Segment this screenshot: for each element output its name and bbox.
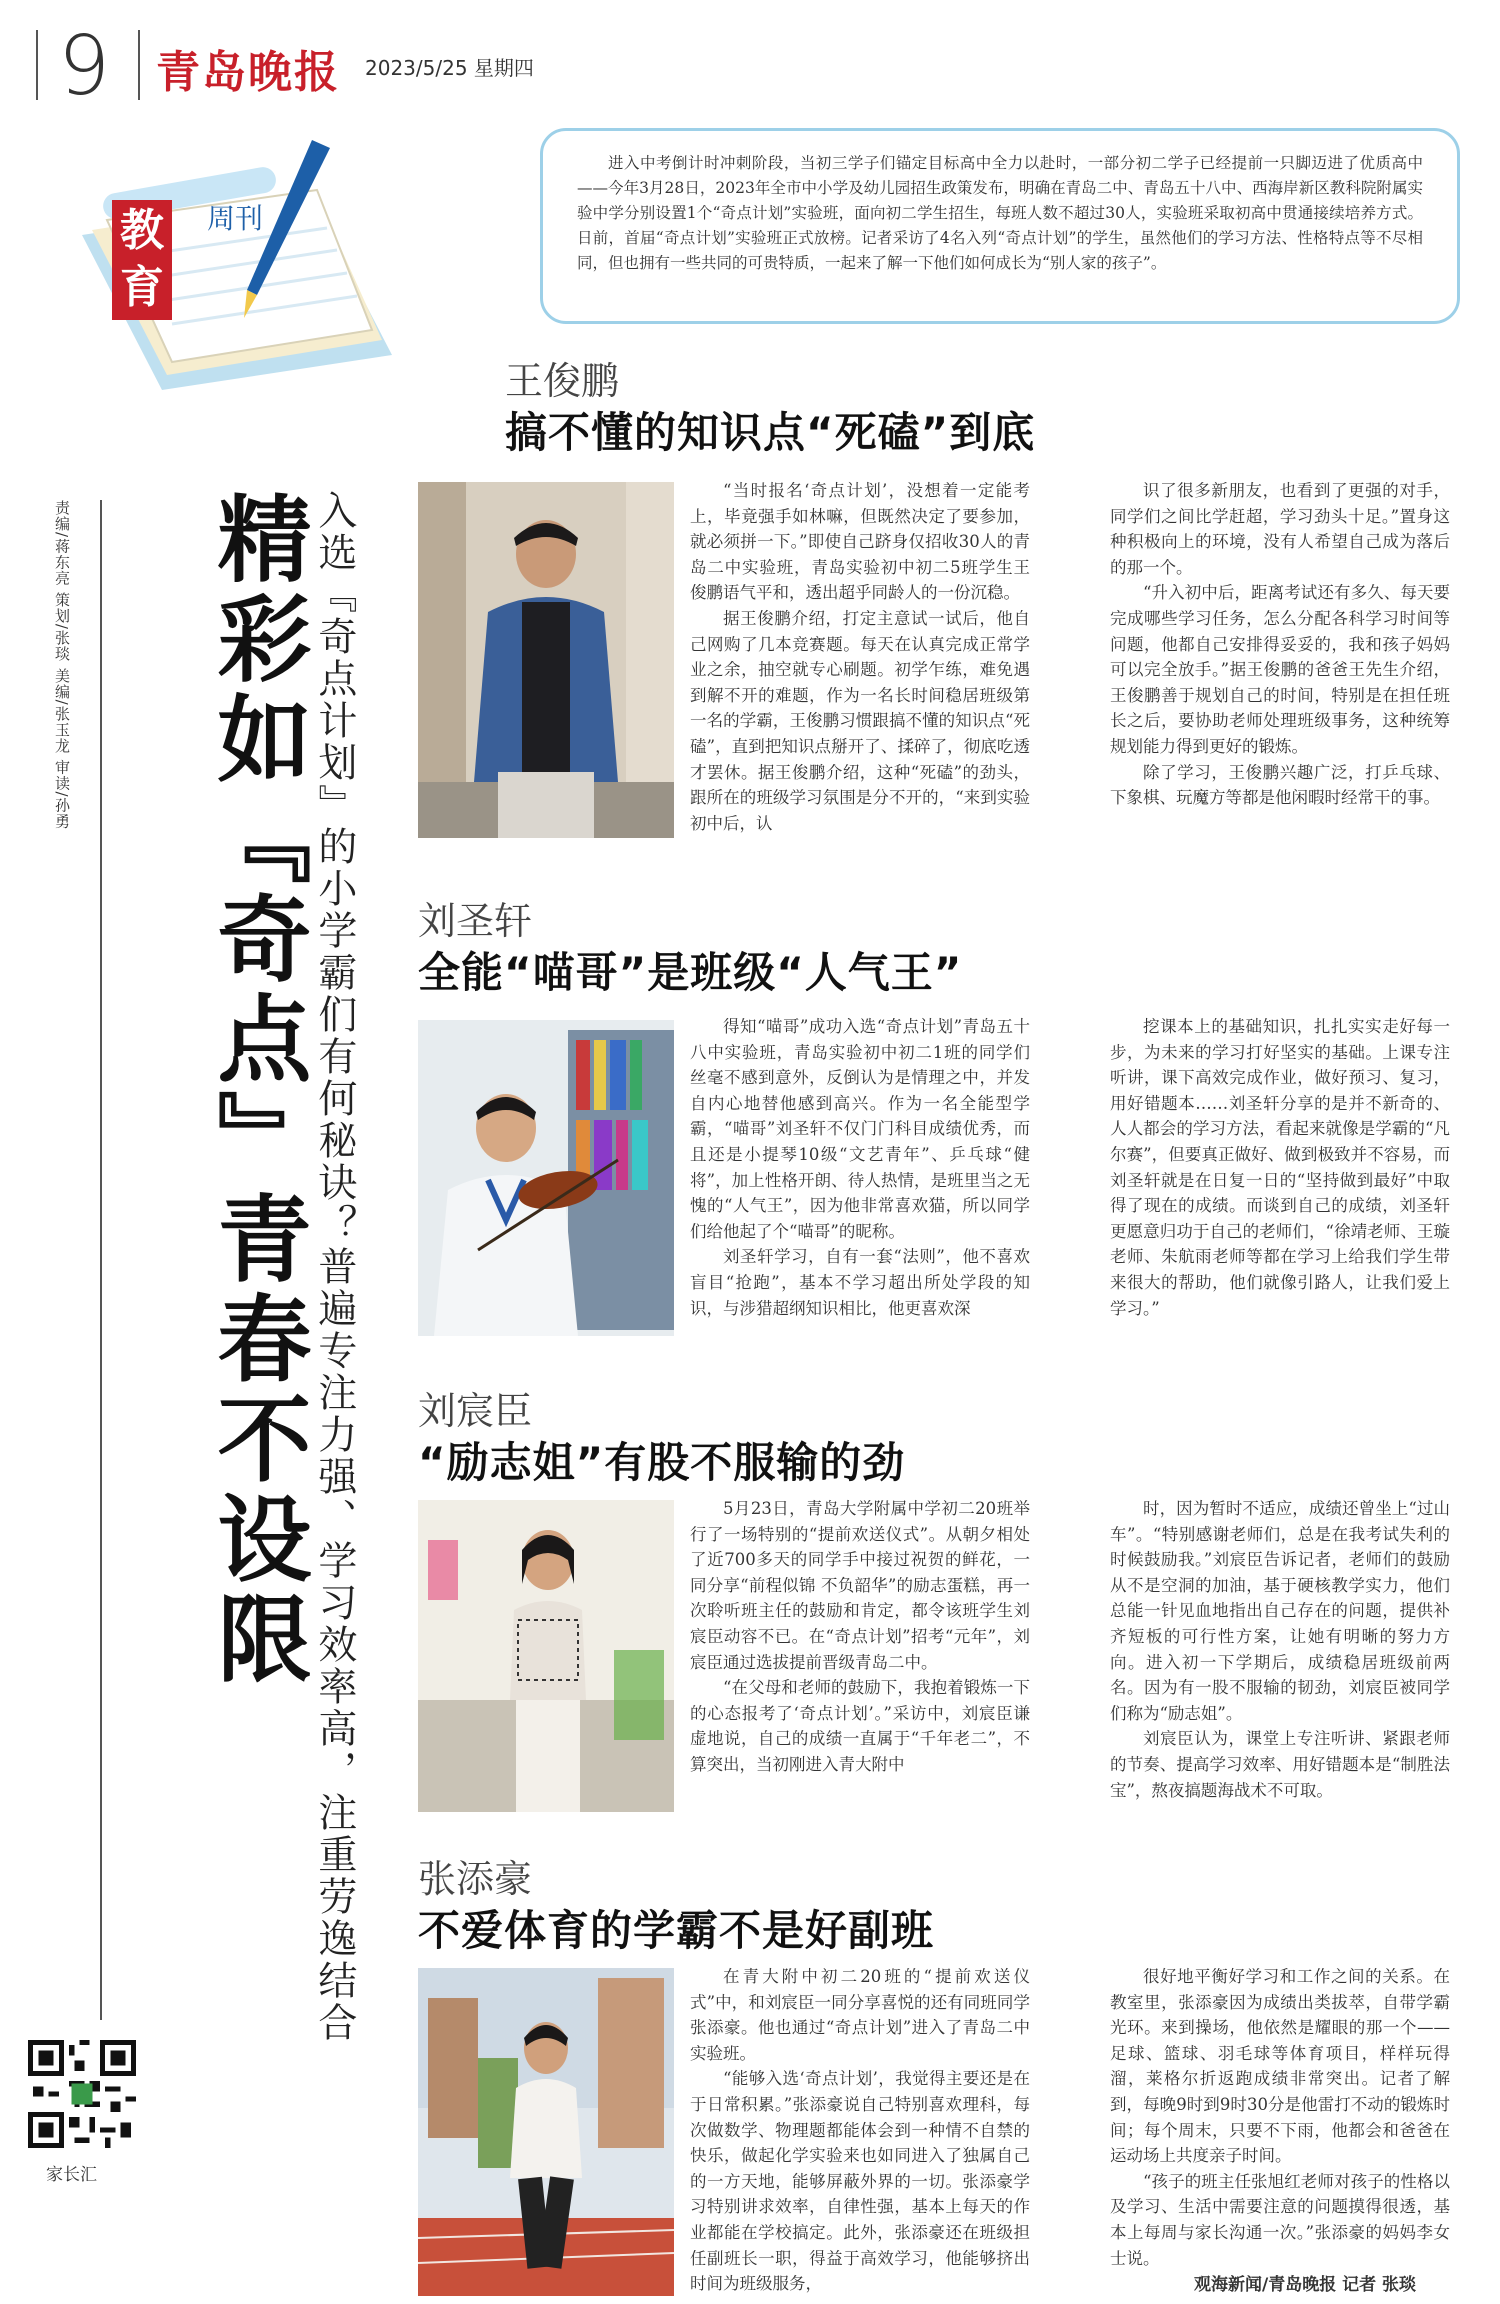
section-1-photo [418, 482, 674, 838]
section-1-headline: 搞不懂的知识点“死磕”到底 [505, 408, 1036, 457]
qr-code-icon [28, 2040, 136, 2148]
section-4-headline: 不爱体育的学霸不是好副班 [418, 1906, 935, 1955]
education-weekly-logo [62, 140, 462, 410]
paragraph: 识了很多新朋友，也看到了更强的对手，同学们之间比学赶超，学习劲头十足。”置身这种积极向上的环境，没有人希望自己成为落后的那一个。 [1110, 481, 1450, 577]
paragraph: 除了学习，王俊鹏兴趣广泛，打乒乓球、下象棋、玩魔方等都是他闲暇时经常干的事。 [1110, 762, 1450, 808]
paragraph: 挖课本上的基础知识，扎扎实实走好每一步，为未来的学习打好坚实的基础。上课专注听讲，课下高效完成作业，做好预习、复习，用好错题本……刘圣轩分享的是并不新奇的、人人都会的学习方法，看起来就像是学霸的“凡尔赛”，但要真正做好、做到极致并不容易，而刘圣轩就是在日复一日的“坚持做到最好”中取得了现在的成绩。而谈到自己的成绩，刘圣轩更愿意归功于自己的老师们，“徐靖老师、王璇老师、朱航雨老师等都在学习上给我们学生带来很大的帮助，他们就像引路人，让我们爱上学习。” [1110, 1017, 1450, 1318]
section-1-column-2 [1110, 478, 1450, 811]
section-3-photo [418, 1500, 674, 1812]
section-1-name: 王俊鹏 [505, 359, 620, 403]
newspaper-name: 青岛晚报 [156, 47, 340, 98]
side-rule [100, 500, 102, 2020]
section-2-column-1 [690, 1014, 1030, 1321]
section-1-column-1 [690, 478, 1030, 836]
paragraph: “在父母和老师的鼓励下，我抱着锻炼一下的心态报考了‘奇点计划’。”采访中，刘宸臣谦虚地说，自己的成绩一直属于“千年老二”，不算突出，当初刚进入青大附中 [690, 1678, 1030, 1774]
editor-credits: 责编/蒋东亮 策划/张琰 美编/张玉龙 审读/孙勇 [53, 500, 71, 830]
logo-char-1: 教 [120, 205, 164, 256]
qr-code[interactable] [28, 2040, 136, 2148]
intro-box: 进入中考倒计时冲刺阶段，当初三学子们锚定目标高中全力以赴时，一部分初二学子已经提前一只脚迈进了优质高中——今年3月28日，2023年全市中小学及幼儿园招生政策发布，明确在青岛二中、青岛五十八中、西海岸新区教科院附属实验中学分别设置1个“奇点计划”实验班，面向初二学生招生，每班人数不超过30人，实验班采取初高中贯通接续培养方式。日前，首届“奇点计划”实验班正式放榜。记者采访了4名入列“奇点计划”的学生，虽然他们的学习方法、性格特点等不尽相同，但也拥有一些共同的可贵特质，一起来了解一下他们如何成长为“别人家的孩子”。 [540, 128, 1460, 324]
section-4-photo [418, 1968, 674, 2296]
paragraph: “能够入选‘奇点计划’，我觉得主要还是在于日常积累。”张添豪说自己特别喜欢理科，每次做数学、物理题都能体会到一种情不自禁的快乐，做起化学实验来也如同进入了独属自己的一方天地，能够屏蔽外界的一切。张添豪学习特别讲求效率，自律性强，基本上每天的作业都能在学校搞定。此外，张添豪还在班级担任副班长一职，得益于高效学习，他能够挤出时间为班级服务， [690, 2069, 1030, 2294]
qr-label: 家长汇 [46, 2165, 97, 2185]
main-title: 精彩如『奇点』青春不设限 [201, 490, 310, 1690]
header-divider-right [138, 30, 140, 100]
page-number: 9 [58, 19, 111, 114]
paragraph: 刘宸臣认为，课堂上专注听讲、紧跟老师的节奏、提高学习效率、用好错题本是“制胜法宝”，熬夜搞题海战术不可取。 [1110, 1729, 1450, 1800]
header-divider-left [36, 30, 38, 100]
logo-label: 周刊 [207, 202, 264, 235]
section-4-column-2 [1110, 1964, 1450, 2271]
section-3-name: 刘宸臣 [418, 1389, 533, 1433]
subtitle: 入选『奇点计划』的小学霸们有何秘诀？普遍专注力强、学习效率高，注重劳逸结合 [311, 490, 357, 2044]
section-3-column-2 [1110, 1496, 1450, 1803]
paragraph: “升入初中后，距离考试还有多久、每天要完成哪些学习任务，怎么分配各科学习时间等问题，他都自己安排得妥妥的，我和孩子妈妈可以完全放手。”据王俊鹏的爸爸王先生介绍，王俊鹏善于规划自己的时间，特别是在担任班长之后，要协助老师处理班级事务，这种统筹规划能力得到更好的锻炼。 [1110, 583, 1450, 756]
logo-char-2: 育 [120, 262, 164, 313]
section-2-photo [418, 1020, 674, 1336]
paragraph: 5月23日，青岛大学附属中学初二20班举行了一场特别的“提前欢送仪式”。从朝夕相处了近700多天的同学手中接过祝贺的鲜花，一同分享“前程似锦 不负韶华”的励志蛋糕，再一次聆听班主任的鼓励和肯定，都令该班学生刘宸臣动容不已。在“奇点计划”招考“元年”，刘宸臣通过选拔提前晋级青岛二中。 [690, 1499, 1030, 1672]
section-4-name: 张添豪 [418, 1857, 533, 1901]
section-2-headline: 全能“喵哥”是班级“人气王” [418, 948, 963, 997]
paragraph: 很好地平衡好学习和工作之间的关系。在教室里，张添豪因为成绩出类拔萃，自带学霸光环。来到操场，他依然是耀眼的那一个——足球、篮球、羽毛球等体育项目，样样玩得溜，莱格尔折返跑成绩非常突出。记者了解到，每晚9时到9时30分是他雷打不动的锻炼时间；每个周末，只要不下雨，他都会和爸爸在运动场上共度亲子时间。 [1110, 1967, 1450, 2166]
section-2-name: 刘圣轩 [418, 899, 533, 943]
issue-date: 2023/5/25 星期四 [365, 56, 534, 80]
paragraph: 据王俊鹏介绍，打定主意试一试后，他自己网购了几本竞赛题。每天在认真完成正常学业之余，抽空就专心刷题。初学乍练，难免遇到解不开的难题，作为一名长时间稳居班级第一名的学霸，王俊鹏习惯跟搞不懂的知识点“死磕”，直到把知识点掰开了、揉碎了，彻底吃透才罢休。据王俊鹏介绍，这种“死磕”的劲头，跟所在的班级学习氛围是分不开的，“来到实验初中后，认 [690, 608, 1030, 833]
section-3-column-1 [690, 1496, 1030, 1778]
notebook-pen-icon [62, 140, 462, 410]
section-3-headline: “励志姐”有股不服输的劲 [418, 1438, 906, 1487]
paragraph: 刘圣轩学习，自有一套“法则”，他不喜欢盲目“抢跑”，基本不学习超出所处学段的知识，与涉猎超纲知识相比，他更喜欢深 [690, 1247, 1030, 1318]
paragraph: 时，因为暂时不适应，成绩还曾坐上“过山车”。“特别感谢老师们，总是在我考试失利的时候鼓励我。”刘宸臣告诉记者，老师们的鼓励从不是空洞的加油，基于硬核教学实力，他们总能一针见血地指出自己存在的问题，提供补齐短板的可行性方案，让她有明晰的努力方向。进入初一下学期后，成绩稳居班级前两名。因为有一股不服输的韧劲，刘宸臣被同学们称为“励志姐”。 [1110, 1499, 1450, 1723]
paragraph: “当时报名‘奇点计划’，没想着一定能考上，毕竟强手如林嘛，但既然决定了要参加，就必须拼一下。”即使自己跻身仅招收30人的青岛二中实验班，青岛实验初中初二5班学生王俊鹏语气平和，透出超乎同龄人的一份沉稳。 [690, 481, 1030, 603]
paragraph: 得知“喵哥”成功入选“奇点计划”青岛五十八中实验班，青岛实验初中初二1班的同学们丝毫不感到意外，反倒认为是情理之中，并发自内心地替他感到高兴。作为一名全能型学霸，“喵哥”刘圣轩不仅门门科目成绩优秀，而且还是小提琴10级“文艺青年”、乒乓球“健将”，加上性格开朗、待人热情，是班里当之无愧的“人气王”，因为他非常喜欢猫，所以同学们给他起了个“喵哥”的昵称。 [690, 1017, 1030, 1241]
paragraph: 在青大附中初二20班的“提前欢送仪式”中，和刘宸臣一同分享喜悦的还有同班同学张添豪。他也通过“奇点计划”进入了青岛二中实验班。 [690, 1967, 1030, 2063]
section-4-column-1 [690, 1964, 1030, 2297]
paragraph: “孩子的班主任张旭红老师对孩子的性格以及学习、生活中需要注意的问题摸得很透，基本上每周与家长沟通一次。”张添豪的妈妈李女士说。 [1110, 2171, 1450, 2268]
section-2-column-2 [1110, 1014, 1450, 1321]
byline: 观海新闻/青岛晚报 记者 张琰 [1194, 2275, 1417, 2295]
